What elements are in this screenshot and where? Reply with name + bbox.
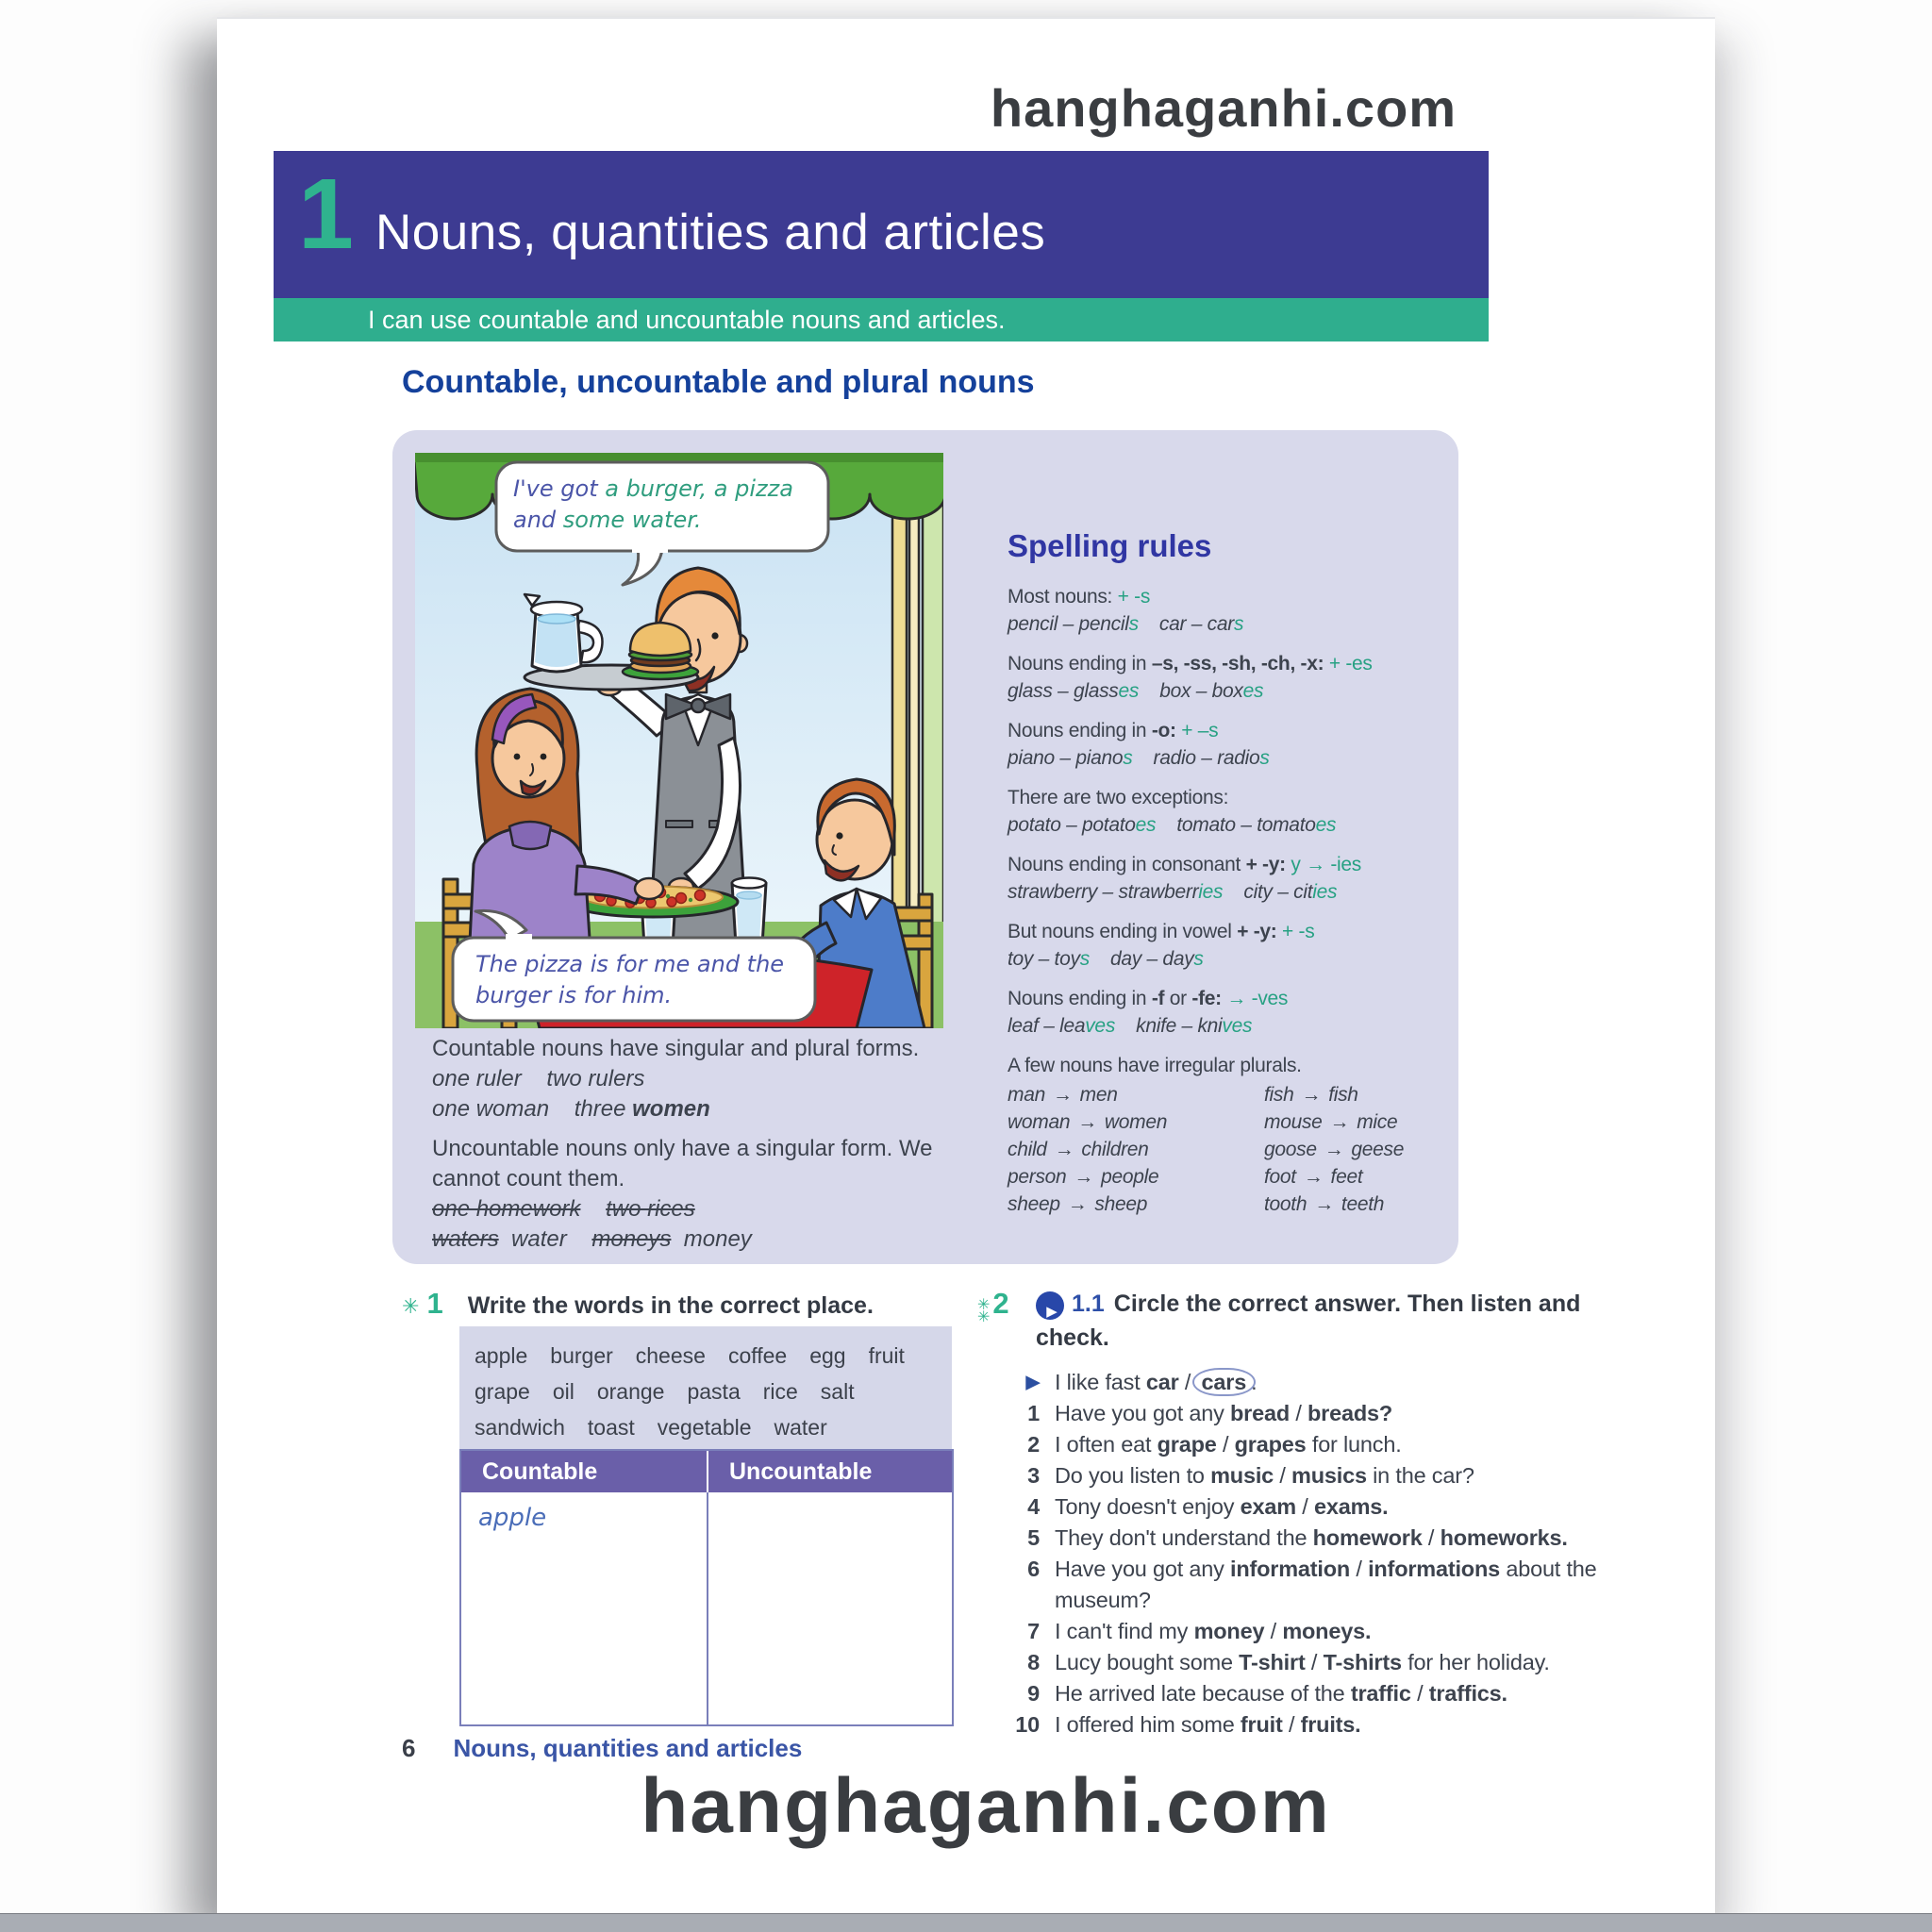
text-segment: –s, -ss, -sh, -ch, -x: <box>1151 653 1324 675</box>
text-segment: / <box>1295 1494 1314 1519</box>
spelling-rule-group <box>1008 583 1458 638</box>
word-bank-word: fruit <box>868 1343 905 1368</box>
singular-form: tooth <box>1264 1193 1307 1215</box>
exercise2-item <box>977 1398 1611 1429</box>
irregular-plurals-left-column <box>1008 1081 1264 1218</box>
text-segment: They don't understand the <box>1055 1525 1313 1550</box>
text-segment: musics <box>1291 1463 1367 1488</box>
text-segment: / <box>1350 1557 1369 1581</box>
text-segment: -f <box>1151 988 1165 1009</box>
text-segment: s <box>1193 948 1204 970</box>
watermark-bottom: hanghaganhi.com <box>641 1763 1331 1849</box>
watermark-top: hanghaganhi.com <box>990 78 1457 138</box>
plural-form: mice <box>1357 1111 1398 1133</box>
spelling-rule-group <box>1008 851 1458 906</box>
unit-title: Nouns, quantities and articles <box>375 205 1046 260</box>
arrow-icon: → <box>1324 1139 1344 1160</box>
item-text <box>1055 1616 1611 1647</box>
example-line <box>1008 811 1458 839</box>
word-bank-word: oil <box>552 1379 575 1404</box>
section-heading: Countable, uncountable and plural nouns <box>402 364 1035 400</box>
rule-line <box>1008 918 1458 945</box>
text-segment: + -es <box>1328 653 1373 675</box>
difficulty-stars-icon <box>977 1299 990 1324</box>
word-bank <box>459 1326 952 1457</box>
arrow-icon: → <box>1301 1084 1322 1106</box>
text-segment: + –s <box>1181 720 1219 741</box>
text-segment: A few nouns have irregular plurals. <box>1008 1055 1302 1076</box>
footer-label: Nouns, quantities and articles <box>453 1734 803 1762</box>
text-segment: Have you got any <box>1055 1401 1231 1425</box>
text-segment: / <box>1290 1401 1308 1425</box>
text-segment: for her holiday. <box>1401 1650 1550 1674</box>
plural-form: teeth <box>1341 1193 1385 1215</box>
item-text <box>1055 1554 1611 1616</box>
text-segment: one woman three <box>432 1096 633 1122</box>
text-segment: ves <box>1085 1015 1116 1037</box>
text-segment: ies <box>1198 881 1224 903</box>
plural-form: women <box>1104 1111 1168 1133</box>
text-segment: car <box>1145 1370 1179 1394</box>
text-segment: Countable nouns have singular and plural forms. <box>432 1036 920 1061</box>
text-segment: s <box>1079 948 1090 970</box>
plural-form: geese <box>1351 1139 1405 1160</box>
arrow-icon: → <box>1067 1193 1088 1215</box>
text-segment: There are two exceptions: <box>1008 787 1229 808</box>
item-text <box>1055 1523 1611 1554</box>
example-line <box>432 1224 972 1255</box>
spelling-rules <box>1008 528 1458 1218</box>
countable-notes <box>432 1034 972 1255</box>
exercise2-item <box>977 1523 1611 1554</box>
example-line <box>1008 945 1458 973</box>
item-text <box>1055 1709 1611 1740</box>
irregular-pair <box>1264 1163 1404 1191</box>
item-text <box>1055 1678 1611 1709</box>
text-segment: money <box>1193 1619 1265 1643</box>
spelling-rules-title: Spelling rules <box>1008 528 1212 563</box>
text-segment: box – box <box>1139 680 1243 702</box>
illustration <box>415 453 943 1028</box>
item-text <box>1055 1429 1611 1460</box>
irregular-pair <box>1264 1136 1404 1163</box>
text-segment: radio – radio <box>1132 747 1260 769</box>
text-segment: pencil – pencil <box>1008 613 1129 635</box>
singular-form: child <box>1008 1139 1047 1160</box>
word-bank-word: apple <box>475 1343 528 1368</box>
singular-form: foot <box>1264 1166 1296 1188</box>
irregular-pair <box>1008 1081 1264 1108</box>
text-segment: grapes <box>1234 1432 1307 1457</box>
text-segment <box>580 1196 606 1222</box>
text-segment: about the museum? <box>1055 1557 1597 1612</box>
irregular-plurals-right-column <box>1264 1081 1404 1218</box>
singular-form: mouse <box>1264 1111 1323 1133</box>
text-segment: for lunch. <box>1306 1432 1402 1457</box>
audio-track-ref: 1.1 <box>1072 1291 1105 1317</box>
singular-form: fish <box>1264 1084 1294 1106</box>
word-bank-word: sandwich <box>475 1415 565 1440</box>
text-segment: I offered him some <box>1055 1712 1241 1737</box>
text-segment: + -s <box>1282 921 1315 942</box>
item-number: 9 <box>1027 1681 1040 1706</box>
spelling-rule-group <box>1008 918 1458 973</box>
text-segment: Do you listen to <box>1055 1463 1211 1488</box>
text-segment: s <box>1259 747 1270 769</box>
item-number: 2 <box>1027 1432 1040 1457</box>
text-segment: I like fast <box>1055 1370 1146 1394</box>
text-segment: traffics. <box>1428 1681 1507 1706</box>
text-segment: and <box>513 507 563 533</box>
item-number: 3 <box>1027 1463 1040 1488</box>
word-bank-word: grape <box>475 1379 530 1404</box>
arrow-icon: → <box>1054 1139 1074 1160</box>
handwritten-answer: apple <box>478 1504 547 1532</box>
text-segment: es <box>1315 814 1337 836</box>
text-segment: glass – glass <box>1008 680 1119 702</box>
word-bank-word: orange <box>596 1379 665 1404</box>
arrow-icon: → <box>1074 1166 1094 1188</box>
text-segment: in the car? <box>1366 1463 1474 1488</box>
item-text <box>1055 1460 1611 1491</box>
item-text <box>1055 1647 1611 1678</box>
table-header-countable: Countable <box>482 1458 598 1485</box>
text-segment: women <box>632 1096 710 1122</box>
text-segment: / <box>1274 1463 1292 1488</box>
text-segment: / <box>1410 1681 1429 1706</box>
exercise-1-number: 1 <box>426 1287 443 1320</box>
text-segment: / <box>1422 1525 1441 1550</box>
text-segment: -fe: <box>1191 988 1222 1009</box>
item-number: 10 <box>1015 1712 1040 1737</box>
text-segment: homeworks. <box>1440 1525 1568 1550</box>
example-line <box>1008 744 1458 772</box>
restaurant-cartoon <box>415 453 943 1028</box>
exercise-2-header <box>977 1287 1611 1355</box>
text-segment: a burger, a pizza <box>605 475 793 502</box>
text-segment: T-shirts <box>1323 1650 1402 1674</box>
text-segment: y → -ies <box>1291 854 1361 875</box>
text-segment: some water. <box>562 507 702 533</box>
text-segment: moneys <box>591 1226 672 1252</box>
word-bank-row <box>475 1409 937 1445</box>
text-segment: waters <box>432 1226 499 1252</box>
text-segment: Uncountable nouns only have a singular form. We cannot count them. <box>432 1136 933 1191</box>
singular-form: sheep <box>1008 1193 1060 1215</box>
text-segment: city – cit <box>1223 881 1313 903</box>
rule-line <box>1008 583 1458 610</box>
text-segment: homework <box>1312 1525 1423 1550</box>
text-segment: music <box>1210 1463 1274 1488</box>
text-segment: Nouns ending in <box>1008 653 1152 675</box>
rule-line <box>1008 784 1458 811</box>
text-segment: exams. <box>1313 1494 1389 1519</box>
example-line <box>1008 610 1458 638</box>
text-segment: es <box>1135 814 1157 836</box>
text-segment: informations <box>1368 1557 1500 1581</box>
text-segment: T-shirt <box>1239 1650 1306 1674</box>
footer <box>402 1734 802 1763</box>
rule-line <box>1008 851 1458 878</box>
exercise-2-instruction <box>1036 1287 1611 1355</box>
text-segment: bread <box>1230 1401 1291 1425</box>
plural-form: sheep <box>1094 1193 1148 1215</box>
text-segment: / <box>1264 1619 1283 1643</box>
item-number: 8 <box>1027 1650 1040 1674</box>
text-segment: one homework <box>432 1196 581 1222</box>
text-segment: potato – potato <box>1008 814 1136 836</box>
irregular-intro <box>1008 1052 1458 1079</box>
singular-form: goose <box>1264 1139 1317 1160</box>
item-number: 5 <box>1027 1525 1040 1550</box>
exercise-1-header <box>402 1287 968 1322</box>
irregular-pair <box>1264 1108 1404 1136</box>
text-segment: The pizza is for me and the burger is for him. <box>475 951 785 1008</box>
uncountable-cell <box>707 1492 952 1724</box>
spelling-rule-group <box>1008 717 1458 772</box>
text-segment: tomato – tomato <box>1156 814 1316 836</box>
exercise2-item <box>977 1460 1611 1491</box>
text-segment: moneys. <box>1282 1619 1372 1643</box>
text-segment: + -y: <box>1245 854 1286 875</box>
arrow-icon: → <box>1303 1166 1324 1188</box>
page <box>217 17 1715 1920</box>
rule-line <box>1008 717 1458 744</box>
spelling-rule-group <box>1008 650 1458 705</box>
example-line <box>1008 677 1458 705</box>
text-segment: or <box>1164 988 1192 1009</box>
example-line <box>432 1094 972 1124</box>
play-triangle-glyph: ▶ <box>1046 1304 1058 1320</box>
text-segment: es <box>1118 680 1140 702</box>
text-segment: knife – kni <box>1115 1015 1223 1037</box>
irregular-pair <box>1264 1191 1404 1218</box>
text-segment: Nouns ending in <box>1008 988 1152 1009</box>
text-segment: toy – toy <box>1008 948 1080 970</box>
text-segment: Nouns ending in <box>1008 720 1152 741</box>
exercise2-item <box>977 1429 1611 1460</box>
text-segment: cars <box>1192 1368 1257 1396</box>
singular-form: woman <box>1008 1111 1071 1133</box>
unit-number: 1 <box>298 158 354 270</box>
text-segment: grape <box>1157 1432 1217 1457</box>
text-segment: one ruler two rulers <box>432 1066 645 1091</box>
text-segment: water <box>498 1226 592 1252</box>
exercise2-item <box>977 1616 1611 1647</box>
text-segment: exam <box>1240 1494 1296 1519</box>
word-bank-word: water <box>774 1415 827 1440</box>
classification-table-header <box>461 1451 952 1492</box>
irregular-pair <box>1008 1191 1264 1218</box>
classification-table <box>459 1449 954 1726</box>
text-segment: s <box>1128 613 1139 635</box>
classification-table-body <box>461 1492 952 1724</box>
text-segment: Most nouns: <box>1008 586 1118 608</box>
arrow-icon: → <box>1052 1084 1073 1106</box>
para-line <box>432 1034 972 1064</box>
text-segment: Have you got any <box>1055 1557 1231 1581</box>
item-number: 7 <box>1027 1619 1040 1643</box>
item-text <box>1055 1398 1611 1429</box>
exercise-2-marker <box>977 1287 1009 1327</box>
irregular-pair <box>1008 1136 1264 1163</box>
text-segment: I can't find my <box>1055 1619 1194 1643</box>
text-segment: fruits. <box>1300 1712 1361 1737</box>
star-icon: ✳ <box>977 1297 991 1313</box>
page-number: 6 <box>402 1734 416 1762</box>
word-bank-row <box>475 1374 937 1409</box>
text-segment: s <box>1233 613 1244 635</box>
item-number: 4 <box>1027 1494 1040 1519</box>
plural-form: people <box>1101 1166 1159 1188</box>
word-bank-word: burger <box>550 1343 613 1368</box>
exercise2-item <box>977 1709 1611 1740</box>
item-number: 6 <box>1027 1557 1040 1581</box>
exercise-2-items <box>977 1367 1611 1740</box>
text-segment: Tony doesn't enjoy <box>1055 1494 1241 1519</box>
scan-edge-bar <box>0 1913 1932 1932</box>
text-segment: ves <box>1222 1015 1253 1037</box>
text-segment: . <box>1251 1370 1257 1394</box>
text-segment: I've got <box>513 475 606 502</box>
text-segment: But nouns ending in vowel <box>1008 921 1238 942</box>
text-segment: / <box>1178 1370 1197 1394</box>
text-segment: s <box>1123 747 1133 769</box>
table-header-uncountable: Uncountable <box>707 1451 952 1492</box>
example-marker-icon: ▶ <box>1025 1373 1040 1392</box>
text-segment: Nouns ending in consonant <box>1008 854 1246 875</box>
text-segment: Lucy bought some <box>1055 1650 1240 1674</box>
para-line <box>432 1134 972 1194</box>
text-segment: He arrived late because of the <box>1055 1681 1351 1706</box>
text-segment: piano – piano <box>1008 747 1124 769</box>
text-segment: + -s <box>1117 586 1151 608</box>
text-segment: information <box>1230 1557 1351 1581</box>
text-segment: / <box>1216 1432 1235 1457</box>
exercise2-item <box>977 1554 1611 1616</box>
text-segment: breads? <box>1307 1401 1393 1425</box>
arrow-icon: → <box>1077 1111 1097 1133</box>
spelling-rule-group <box>1008 784 1458 839</box>
plural-form: feet <box>1330 1166 1363 1188</box>
text-segment: two rices <box>606 1196 695 1222</box>
arrow-icon: → <box>1329 1111 1350 1133</box>
star-icon: ✳ <box>977 1309 991 1325</box>
text-segment: money <box>671 1226 752 1252</box>
plural-form: men <box>1079 1084 1118 1106</box>
example-line <box>1008 1012 1458 1040</box>
example-line <box>1008 878 1458 906</box>
word-bank-row <box>475 1338 937 1374</box>
spelling-rule-group <box>1008 985 1458 1040</box>
exercise-2 <box>977 1287 1611 1740</box>
singular-form: person <box>1008 1166 1067 1188</box>
exercise2-item <box>977 1647 1611 1678</box>
text-segment: traffic <box>1350 1681 1411 1706</box>
text-segment: ies <box>1312 881 1338 903</box>
text-segment: / <box>1282 1712 1301 1737</box>
difficulty-star-icon: ✳ <box>402 1294 420 1318</box>
word-bank-word: egg <box>809 1343 846 1368</box>
exercise2-item <box>977 1367 1611 1398</box>
arrow-icon: → <box>1314 1193 1334 1215</box>
rule-line <box>1008 985 1458 1012</box>
audio-play-icon <box>1036 1291 1064 1320</box>
text-segment: leaf – lea <box>1008 1015 1086 1037</box>
exercise-1-instruction: Write the words in the correct place. <box>467 1292 874 1319</box>
word-bank-word: cheese <box>635 1343 706 1368</box>
text-segment: -o: <box>1151 720 1176 741</box>
text-segment: / <box>1305 1650 1324 1674</box>
speech-bubble-waiter <box>513 474 815 536</box>
text-segment: I often eat <box>1055 1432 1158 1457</box>
example-line <box>432 1194 972 1224</box>
exercise2-item <box>977 1678 1611 1709</box>
text-segment: car – car <box>1138 613 1234 635</box>
example-line <box>432 1064 972 1094</box>
exercise-2-instruction-text: Circle the correct answer. Then listen and check. <box>1036 1291 1581 1351</box>
item-text <box>1055 1491 1611 1523</box>
text-segment: es <box>1242 680 1264 702</box>
text-segment: → -ves <box>1226 988 1289 1009</box>
irregular-pair <box>1264 1081 1404 1108</box>
text-segment: fruit <box>1240 1712 1283 1737</box>
word-bank-word: vegetable <box>657 1415 752 1440</box>
item-text <box>1055 1367 1611 1398</box>
objective-banner: I can use countable and uncountable nouns and articles. <box>274 298 1489 341</box>
word-bank-word: pasta <box>687 1379 741 1404</box>
exercise2-item <box>977 1491 1611 1523</box>
countable-cell <box>461 1492 707 1724</box>
word-bank-word: toast <box>587 1415 635 1440</box>
unit-banner <box>274 151 1489 298</box>
word-bank-word: rice <box>762 1379 798 1404</box>
spelling-rule-groups <box>1008 583 1458 1040</box>
plural-form: fish <box>1328 1084 1358 1106</box>
irregular-pair <box>1008 1163 1264 1191</box>
irregular-plurals <box>1008 1081 1458 1218</box>
speech-bubble-woman <box>475 949 806 1011</box>
item-number: 1 <box>1027 1401 1040 1425</box>
plural-form: children <box>1081 1139 1149 1160</box>
text-segment: day – day <box>1089 948 1194 970</box>
text-segment: strawberry – strawberr <box>1008 881 1199 903</box>
word-bank-word: salt <box>820 1379 855 1404</box>
word-bank-word: coffee <box>727 1343 788 1368</box>
singular-form: man <box>1008 1084 1045 1106</box>
rule-line <box>1008 650 1458 677</box>
exercise-2-number: 2 <box>992 1287 1009 1320</box>
text-segment: + -y: <box>1237 921 1277 942</box>
irregular-pair <box>1008 1108 1264 1136</box>
